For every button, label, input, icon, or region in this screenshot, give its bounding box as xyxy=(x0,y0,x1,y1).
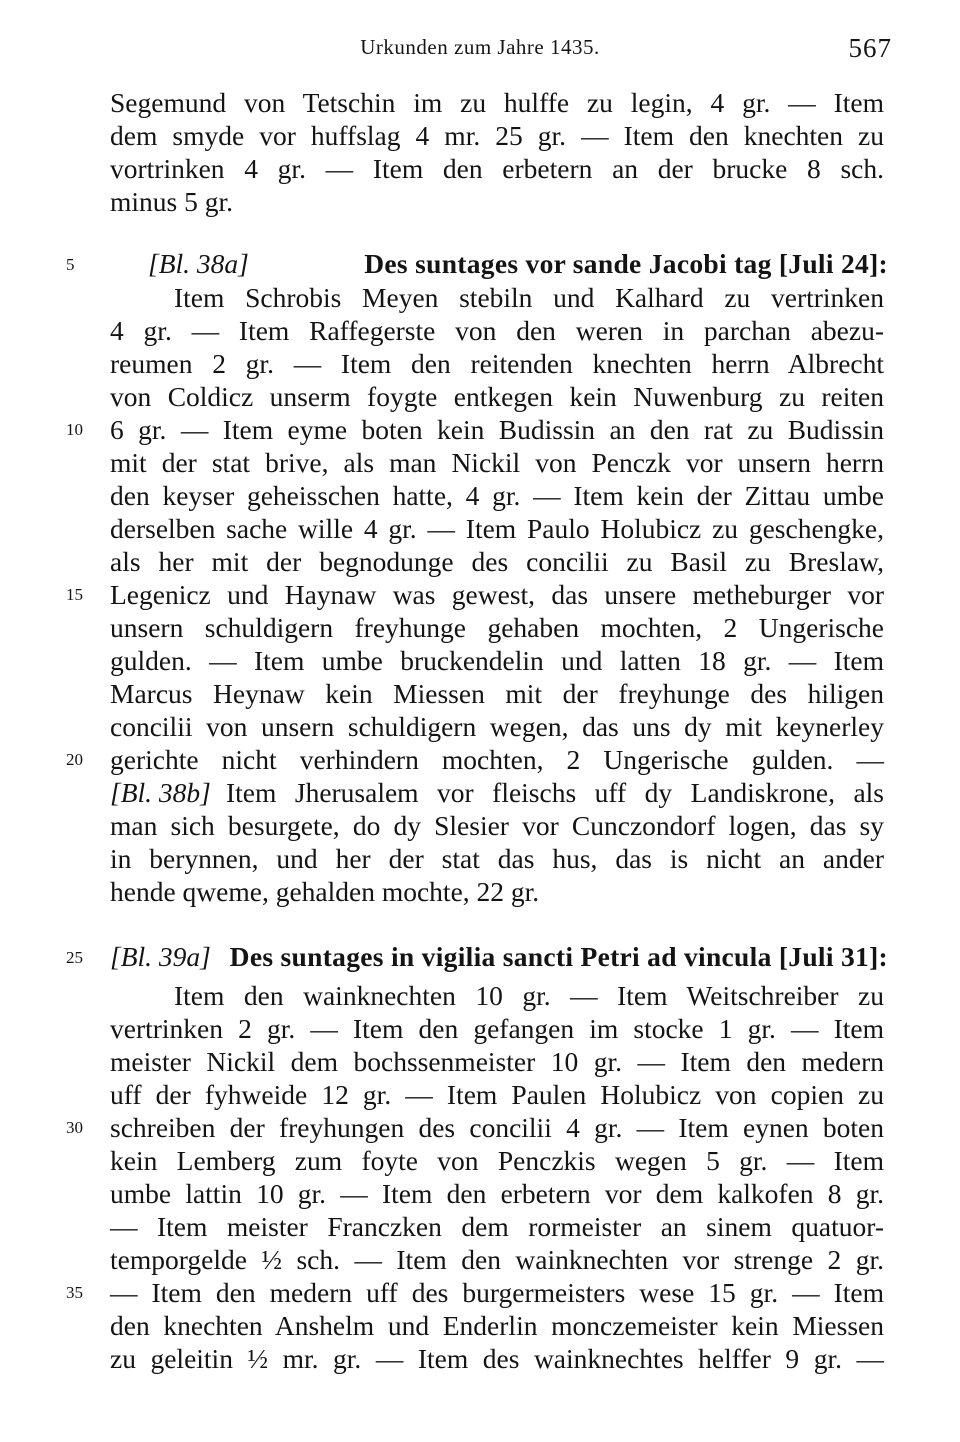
text-line: gulden. — Item umbe bruckendelin und latten 18 gr. — Item xyxy=(110,645,884,676)
section-heading-text: Des suntages vor sande Jacobi tag [Juli 24]: xyxy=(364,248,888,279)
text-line: minus 5 gr. xyxy=(110,186,233,217)
text-line: als her mit der begnodunge des concilii zu Basil zu Breslaw, xyxy=(110,546,884,577)
line-number: 15 xyxy=(66,585,83,604)
line-number: 35 xyxy=(66,1283,83,1302)
text-line: derselben sache wille 4 gr. — Item Paulo Holubicz zu geschengke, xyxy=(110,513,884,544)
line-number: 25 xyxy=(66,948,83,967)
text-line: uff der fyhweide 12 gr. — Item Paulen Holubicz von copien zu xyxy=(110,1079,884,1110)
folio-reference: [Bl. 39a] xyxy=(110,941,211,972)
text-line: man sich besurgete, do dy Slesier vor Cunczondorf logen, das sy xyxy=(110,810,884,841)
text-line: gerichte nicht verhindern mochten, 2 Ungerische gulden. — xyxy=(110,744,884,775)
text-line: Marcus Heynaw kein Miessen mit der freyhunge des hiligen xyxy=(110,678,884,709)
line-number: 30 xyxy=(66,1118,83,1137)
running-head-title: Urkunden zum Jahre 1435. xyxy=(360,35,600,59)
text-line: kein Lemberg zum foyte von Penczkis wegen 5 gr. — Item xyxy=(110,1145,884,1176)
text-line: den keyser geheisschen hatte, 4 gr. — Item kein der Zittau umbe xyxy=(110,480,884,511)
line-number: 10 xyxy=(66,420,83,439)
text-line: reumen 2 gr. — Item den reitenden knechten herrn Albrecht xyxy=(110,348,884,379)
text-line: mit der stat brive, als man Nickil von Penczk vor unsern herrn xyxy=(110,447,884,478)
text-line: — Item den medern uff des burgermeisters wese 15 gr. — Item xyxy=(110,1277,884,1308)
line-number: 5 xyxy=(66,255,75,274)
page-number: 567 xyxy=(848,33,892,63)
text-line: concilii von unsern schuldigern wegen, das uns dy mit keynerley xyxy=(110,711,884,742)
text-line: unsern schuldigern freyhunge gehaben mochten, 2 Ungerische xyxy=(110,612,884,643)
section-heading xyxy=(148,246,888,282)
text-line: vertrinken 2 gr. — Item den gefangen im stocke 1 gr. — Item xyxy=(110,1013,884,1044)
folio-reference: [Bl. 38a] xyxy=(148,248,249,279)
text-line: von Coldicz unserm foygte entkegen kein Nuwenburg zu reiten xyxy=(110,381,884,412)
text-line: meister Nickil dem bochssenmeister 10 gr. — Item den medern xyxy=(110,1046,884,1077)
section-heading-text: Des suntages in vigilia sancti Petri ad vincula [Juli 31]: xyxy=(229,941,888,972)
text-line: zu geleitin ½ mr. gr. — Item des wainknechtes helffer 9 gr. — xyxy=(110,1343,884,1374)
text-line: — Item meister Franczken dem rormeister an sinem quatuor- xyxy=(110,1211,884,1242)
text-line: Legenicz und Haynaw was gewest, das unsere metheburger vor xyxy=(110,579,884,610)
text-line: Segemund von Tetschin im zu hulffe zu legin, 4 gr. — Item xyxy=(110,87,884,118)
text-line: 4 gr. — Item Raffegerste von den weren in parchan abezu- xyxy=(110,315,884,346)
folio-reference: [Bl. 38b] xyxy=(110,777,211,808)
section-heading xyxy=(110,939,888,975)
line-number: 20 xyxy=(66,750,83,769)
text-line: Item Schrobis Meyen stebiln und Kalhard zu vertrinken xyxy=(174,282,884,313)
text-line: schreiben der freyhungen des concilii 4 gr. — Item eynen boten xyxy=(110,1112,884,1143)
text-line-rest: Item Jherusalem vor fleischs uff dy Landiskrone, als xyxy=(226,777,884,808)
text-line: umbe lattin 10 gr. — Item den erbetern vor dem kalkofen 8 gr. xyxy=(110,1178,884,1209)
text-line xyxy=(110,776,884,809)
text-line: 6 gr. — Item eyme boten kein Budissin an den rat zu Budissin xyxy=(110,414,884,445)
text-line: dem smyde vor huffslag 4 mr. 25 gr. — Item den knechten zu xyxy=(110,120,884,151)
text-line: hende qweme, gehalden mochte, 22 gr. xyxy=(110,876,540,907)
text-line: in berynnen, und her der stat das hus, das is nicht an ander xyxy=(110,843,884,874)
text-line: temporgelde ½ sch. — Item den wainknechten vor strenge 2 gr. xyxy=(110,1244,884,1275)
running-head xyxy=(0,33,960,65)
text-line: vortrinken 4 gr. — Item den erbetern an der brucke 8 sch. xyxy=(110,153,884,184)
text-line: den knechten Anshelm und Enderlin monczemeister kein Miessen xyxy=(110,1310,884,1341)
text-line: Item den wainknechten 10 gr. — Item Weitschreiber zu xyxy=(174,980,884,1011)
